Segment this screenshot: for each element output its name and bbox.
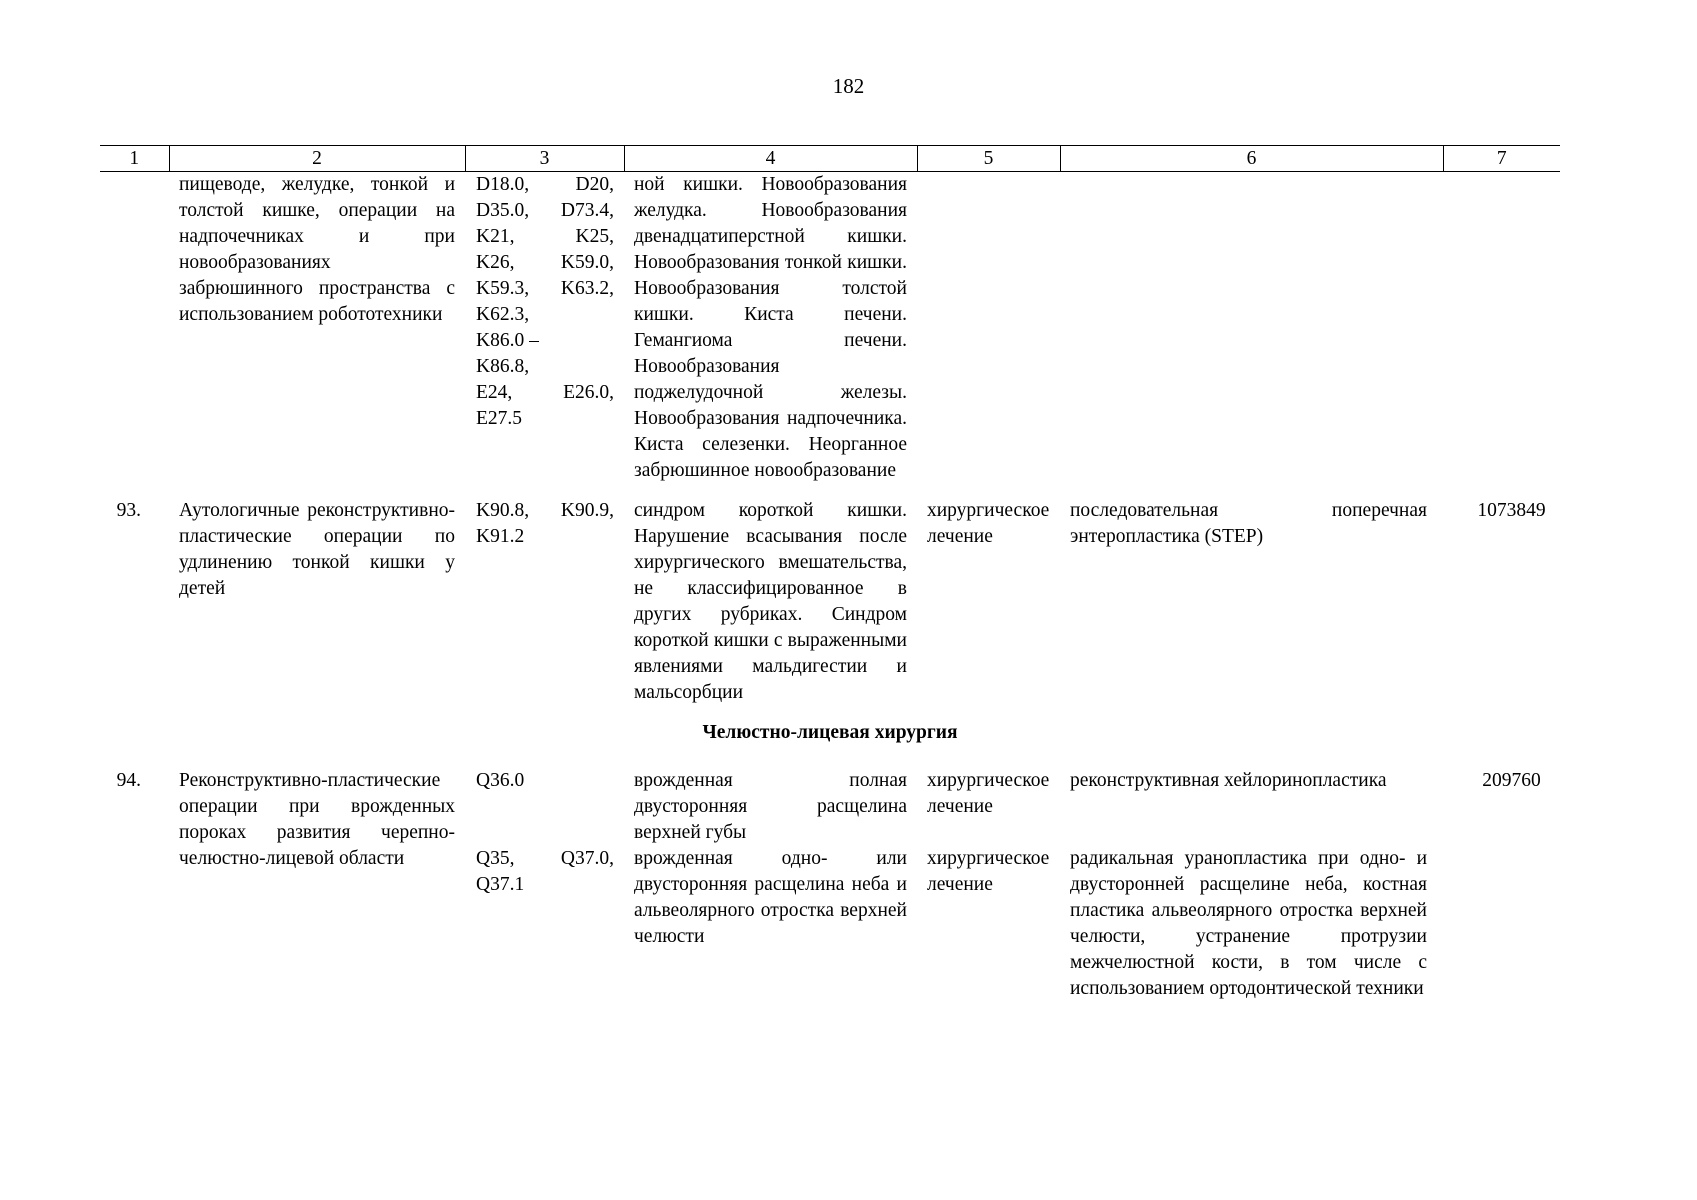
icd-code-line: K59.3, K63.2, (476, 278, 614, 299)
column-number-2: 2 (169, 146, 465, 172)
treatment-type: хирургическое лечение (927, 770, 1050, 817)
icd-code-line: K91.2 (476, 526, 525, 547)
icd-code-line: K86.8, (476, 356, 530, 377)
treatment-method: реконструктивная хейлоринопластика (1070, 770, 1387, 791)
icd-code-line: Q37.1 (476, 874, 525, 895)
row-number: 94. (116, 770, 141, 791)
column-number-4: 4 (624, 146, 917, 172)
icd-code-line: D18.0, D20, (476, 174, 614, 195)
intervention-name: Аутологичные реконструктивно-пластические операции по удлинению тонкой кишки у детей (179, 500, 455, 599)
section-row (100, 706, 1560, 768)
icd-codes (465, 498, 624, 706)
medical-care-table (100, 145, 1560, 1002)
treatment-type: хирургическое лечение (927, 848, 1050, 895)
section-title: Челюстно-лицевая хирургия (702, 722, 958, 743)
icd-code-line: K21, K25, (476, 226, 614, 247)
column-number-1: 1 (100, 146, 169, 172)
intervention-name: Реконструктивно-пластические операции при врожденных пороках развития черепно-челюстно-лицевой области (179, 770, 455, 869)
icd-code-line: Q35, Q37.0, (476, 848, 614, 869)
treatment-type (917, 172, 1060, 499)
diagnosis-model: врожденная полная двусторонняя расщелина верхней губы (634, 770, 907, 843)
diagnosis-model: ной кишки. Новообразования желудка. Новообразования двенадцатиперстной кишки. Новообразования тонкой кишки. Новообразования толстой кишки. Киста печени. Гемангиома печени. Новообразования поджелудочной железы. Новообразования надпочечника. Киста селезенки. Неорганное забрюшинное новообразование (634, 174, 907, 481)
icd-code-line: K90.8, K90.9, (476, 500, 614, 521)
diagnosis-model: синдром короткой кишки. Нарушение всасывания после хирургического вмешательства, не классифицированное в других рубриках. Синдром короткой кишки с выраженными явлениями мальдигестии и мальсорбции (634, 500, 907, 703)
column-number-3: 3 (465, 146, 624, 172)
table-row-continued (100, 172, 1560, 499)
standard-cost: 1073849 (1477, 500, 1546, 521)
treatment-method (1060, 172, 1443, 499)
column-number-6: 6 (1060, 146, 1443, 172)
page-number: 182 (832, 74, 865, 98)
row-number: 93. (116, 500, 141, 521)
row-number (100, 172, 169, 499)
icd-code-line: E24, E26.0, (476, 382, 614, 403)
treatment-method: последовательная поперечная энтеропластика (STEP) (1070, 500, 1427, 547)
icd-code-line: D35.0, D73.4, (476, 200, 614, 221)
column-number-5: 5 (917, 146, 1060, 172)
treatment-method: радикальная уранопластика при одно- и двусторонней расщелине неба, костная пластика альвеолярного отростка верхней челюсти, устранение протрузии межчелюстной кости, в том числе с использованием ортодонтической техники (1070, 848, 1427, 999)
table-row-93 (100, 498, 1560, 706)
column-number-header-row (100, 146, 1560, 172)
icd-codes (465, 846, 624, 1002)
table-row-94 (100, 768, 1560, 846)
icd-code-line: K86.0 – (476, 330, 539, 351)
standard-cost (1443, 172, 1560, 499)
intervention-name: пищеводе, желудке, тонкой и толстой кишке, операции на надпочечниках и при новообразованиях забрюшинного пространства с использованием робототехники (179, 174, 455, 325)
icd-code-line: Q36.0 (476, 770, 525, 791)
diagnosis-model: врожденная одно- или двусторонняя расщелина неба и альвеолярного отростка верхней челюсти (634, 848, 907, 947)
icd-code-line: K62.3, (476, 304, 530, 325)
standard-cost: 209760 (1482, 770, 1541, 791)
icd-code-line: K26, K59.0, (476, 252, 614, 273)
icd-code-line: E27.5 (476, 408, 523, 429)
treatment-type: хирургическое лечение (927, 500, 1050, 547)
column-number-7: 7 (1443, 146, 1560, 172)
icd-codes (465, 768, 624, 846)
icd-codes (465, 172, 624, 499)
